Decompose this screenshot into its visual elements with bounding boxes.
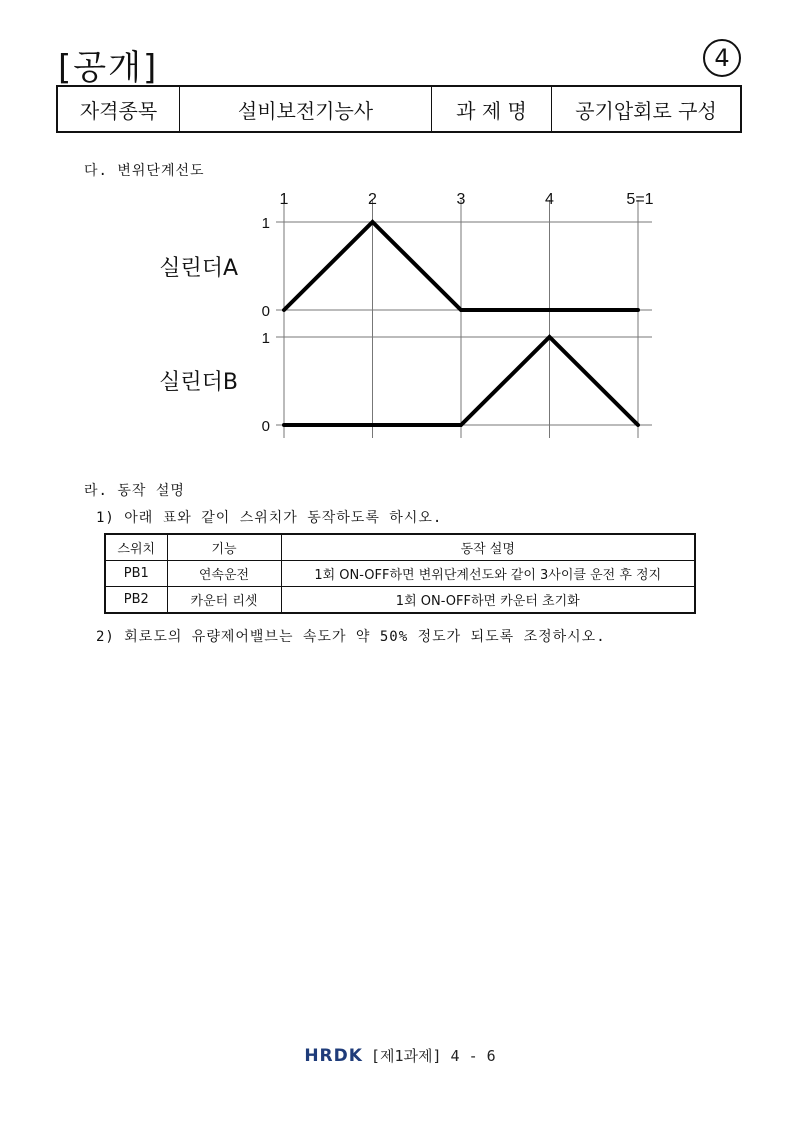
displacement-step-diagram: [0, 180, 800, 460]
header-info-table: [56, 85, 742, 133]
table-header-cell: 기능: [167, 534, 281, 561]
y-tick-label: 1: [261, 215, 270, 232]
series-label: 실린더A: [159, 256, 238, 281]
step-label: 5=1: [626, 191, 654, 208]
table-row: [105, 587, 695, 614]
table-header-cell: 스위치: [105, 534, 167, 561]
instruction-flow-control-valve: 2) 회로도의 유량제어밸브는 속도가 약 50% 정도가 되도록 조정하시오.: [96, 629, 606, 645]
table-cell: PB2: [105, 587, 167, 614]
y-tick-label: 1: [261, 330, 270, 347]
y-tick-label: 0: [261, 303, 270, 320]
section-heading-operation: 라. 동작 설명: [84, 483, 185, 499]
qualification-value: 설비보전기능사: [180, 87, 432, 131]
section-heading-displacement-diagram: 다. 변위단계선도: [84, 163, 205, 179]
instruction-switch-operation: 1) 아래 표와 같이 스위치가 동작하도록 하시오.: [96, 510, 443, 526]
table-header-cell: 동작 설명: [281, 534, 695, 561]
table-header-row: [105, 534, 695, 561]
hrdk-logo: HRDK: [304, 1045, 363, 1066]
table-cell: 1회 ON-OFF하면 변위단계선도와 같이 3사이클 운전 후 정지: [281, 561, 695, 587]
step-label: 3: [456, 191, 466, 208]
page-footer: [0, 1045, 800, 1066]
table-cell: 연속운전: [167, 561, 281, 587]
table-cell: 1회 ON-OFF하면 카운터 초기화: [281, 587, 695, 614]
table-cell: PB1: [105, 561, 167, 587]
series-label: 실린더B: [159, 370, 238, 395]
qualification-label: 자격종목: [58, 87, 180, 131]
task-label: 과 제 명: [432, 87, 552, 131]
y-tick-label: 0: [261, 418, 270, 435]
switch-function-table: [104, 533, 696, 614]
step-label: 1: [279, 191, 289, 208]
page-number-badge: 4: [703, 39, 741, 77]
footer-page-reference: [제1과제] 4 - 6: [370, 1047, 496, 1065]
table-row: [105, 561, 695, 587]
document-classification-label: [공개]: [58, 48, 159, 88]
step-label: 2: [368, 191, 377, 208]
task-value: 공기압회로 구성: [575, 98, 717, 123]
step-label: 4: [545, 191, 554, 208]
table-cell: 카운터 리셋: [167, 587, 281, 614]
